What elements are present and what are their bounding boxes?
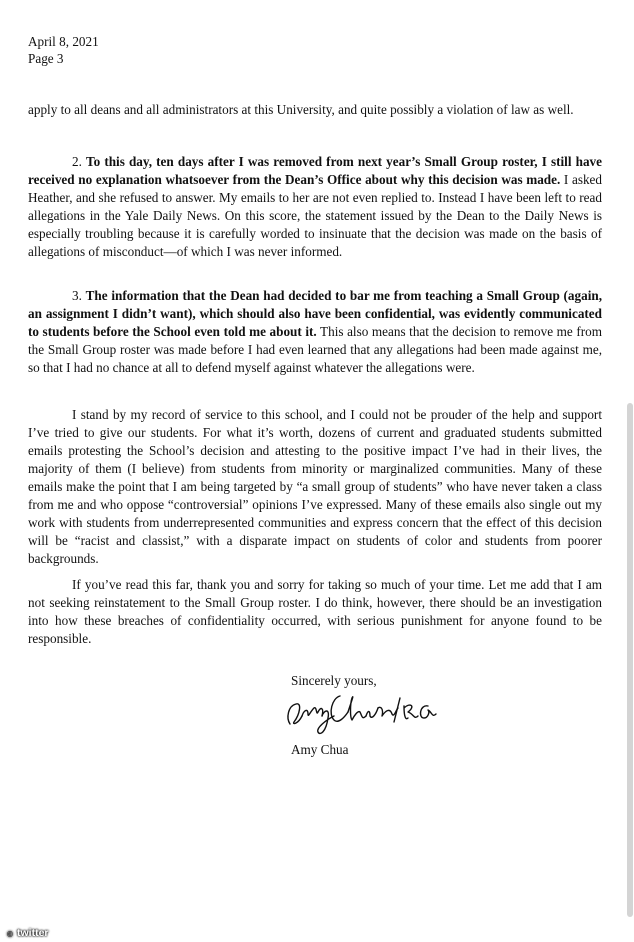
page-number: Page 3	[28, 51, 64, 66]
paragraph-text: If you’ve read this far, thank you and sorry for taking so much of your time. Let me add that I am not seeking reinstatement to the Small Group roster. I do think, however, there should be an investigation into how these breaches of confidentiality occurred, with serious punishment for anyone found to be responsible.	[28, 577, 602, 646]
paragraph-text: This also means that the decision to remove me from the Small Group roster was made before I had even learned that any allegations had been made against me, so that I had no chance at all to defend myself against whatever the allegations were.	[28, 324, 602, 375]
paragraph-number: 3.	[72, 288, 82, 303]
paragraph-bold-text: The information that the Dean had decided to bar me from teaching a Small Group (again, an assignment I didn’t want), which should also have been confidential, was evidently communicated to students before the School even told me about it.	[28, 288, 602, 339]
letter-header	[28, 33, 99, 67]
signer-name: Amy Chua	[291, 742, 349, 757]
scrollbar[interactable]	[627, 403, 633, 917]
closing-salutation: Sincerely yours,	[291, 673, 377, 688]
paragraph-point-2	[28, 153, 602, 261]
paragraph-text: I asked Heather, and she refused to answer. My emails to her are not even replied to. Instead I have been left to read allegations in the Yale Daily News. On this score, the statement issued by the Dean to the Daily News is especially troubling because it is carefully worded to insinuate that the decision was made on the basis of allegations of misconduct—of which I was never informed.	[28, 172, 602, 259]
paragraph-bold-text: To this day, ten days after I was removed from next year’s Small Group roster, I still have received no explanation whatsoever from the Dean’s Office about why this decision was made.	[28, 154, 602, 187]
paragraph-continuation	[28, 101, 602, 119]
watermark-label: twitter	[17, 927, 49, 939]
letter-date: April 8, 2021	[28, 34, 99, 49]
paragraph-point-3	[28, 287, 602, 377]
paragraph-conclusion	[28, 576, 602, 648]
paragraph-number: 2.	[72, 154, 82, 169]
signature-image	[282, 688, 482, 738]
paragraph-text: I stand by my record of service to this school, and I could not be prouder of the help and support I’ve tried to give our students. For what it’s worth, dozens of current and graduated students submitted emails protesting the School’s decision and attesting to the positive impact I’ve had in their lives, the majority of them (I believe) from students from minority or marginalized communities. Many of these emails make the point that I am being targeted by “a small group of students” who have never taken a class from me and who oppose “controversial” opinions I’ve expressed. Many of these emails also single out my work with students from underrepresented communities and express concern that the effect of this decision will be “racist and classist,” with a disparate impact on students of color and students from poorer backgrounds.	[28, 407, 602, 566]
paragraph-service	[28, 406, 602, 568]
twitter-watermark	[5, 927, 49, 940]
paragraph-text: apply to all deans and all administrators at this University, and quite possibly a violation of law as well.	[28, 102, 574, 117]
copyright-icon: ©	[5, 930, 15, 940]
